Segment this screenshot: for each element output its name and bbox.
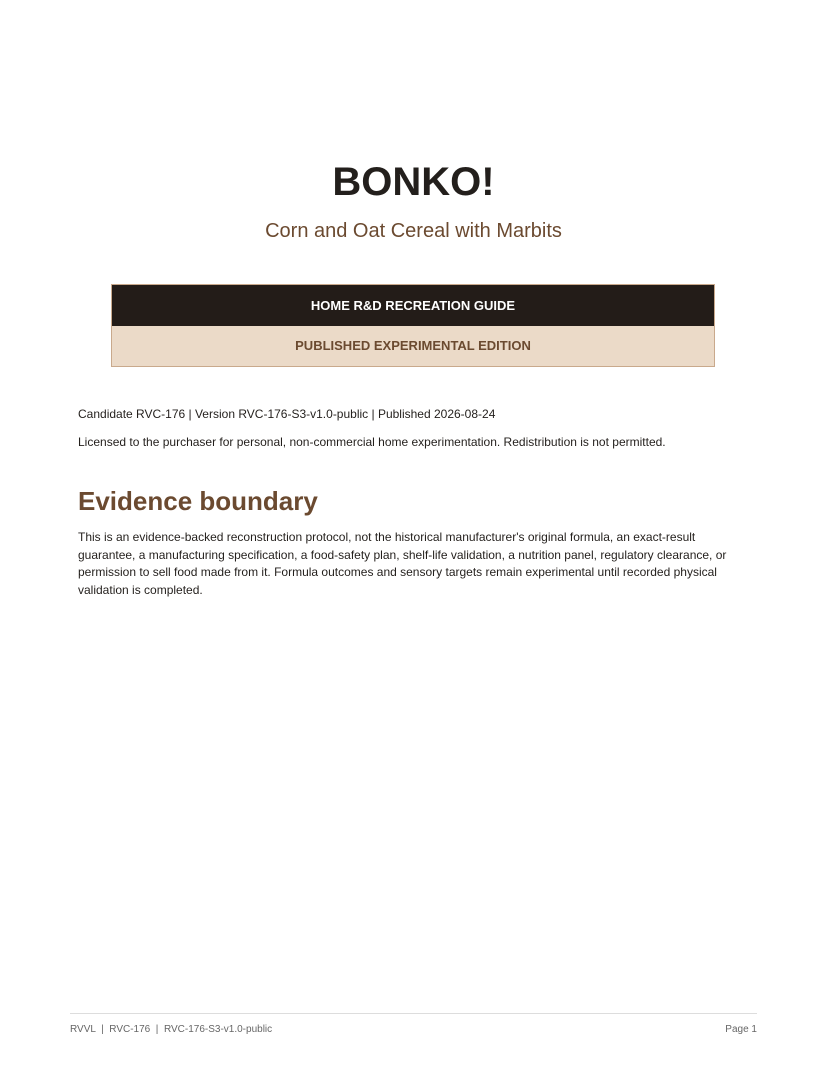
version-info: Candidate RVC-176 | Version RVC-176-S3-v1.0-public | Published 2026-08-24 [78,407,496,421]
banner-edition-label: PUBLISHED EXPERIMENTAL EDITION [112,326,714,366]
license-notice: Licensed to the purchaser for personal, non-commercial home experimentation. Redistribution is not permitted. [78,435,666,449]
section-heading: Evidence boundary [78,486,318,516]
document-subtitle: Corn and Oat Cereal with Marbits [265,220,562,242]
document-title: BONKO! [332,160,495,204]
page-number: Page 1 [725,1024,757,1035]
section-body: This is an evidence-backed reconstruction protocol, not the historical manufacturer's original formula, an exact-result guarantee, a manufacturing specification, a food-safety plan, shelf-life validation, a nutrition panel, regulatory clearance, or permission to sell food made from it. Formula outcomes and sensory targets remain experimental until recorded physical validation is completed. [78,530,727,597]
footer-divider [70,1013,757,1014]
footer-document-id: RVVL | RVC-176 | RVC-176-S3-v1.0-public [70,1024,273,1035]
edition-banner [111,284,715,367]
banner-guide-label: HOME R&D RECREATION GUIDE [112,285,714,326]
